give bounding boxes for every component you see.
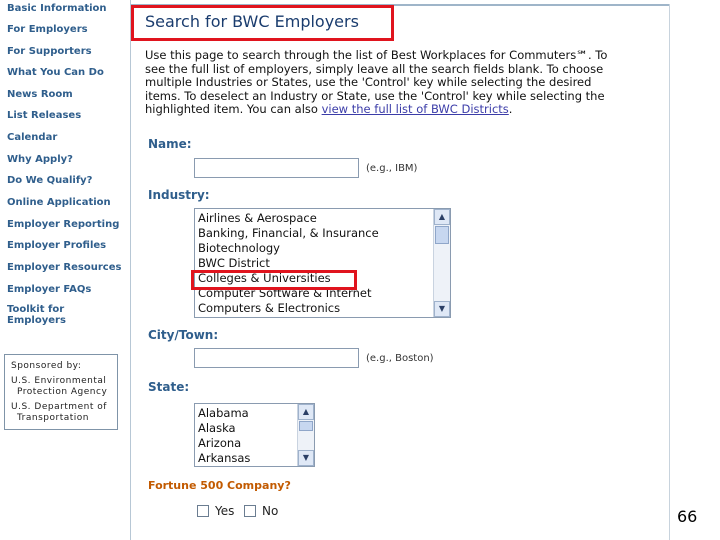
name-label: Name: xyxy=(148,137,192,151)
sidebar-item-basic-information[interactable]: Basic Information xyxy=(7,3,107,14)
sponsor-line: U.S. Environmental xyxy=(11,376,107,386)
state-listbox[interactable] xyxy=(194,403,315,467)
scroll-down-icon[interactable]: ▼ xyxy=(298,450,314,466)
no-label: No xyxy=(262,504,279,518)
sidebar-item-employer-resources[interactable]: Employer Resources xyxy=(7,262,122,273)
name-hint: (e.g., IBM) xyxy=(366,163,418,174)
sidebar-item-what-you-can-do[interactable]: What You Can Do xyxy=(7,67,104,78)
sponsor-heading: Sponsored by: xyxy=(11,361,82,371)
sidebar-item-do-we-qualify[interactable]: Do We Qualify? xyxy=(7,175,93,186)
city-input[interactable] xyxy=(194,348,359,368)
no-checkbox[interactable] xyxy=(244,505,256,517)
sidebar-item-list-releases[interactable]: List Releases xyxy=(7,110,82,121)
sidebar-item-for-employers[interactable]: For Employers xyxy=(7,24,88,35)
selection-highlight-box xyxy=(191,270,357,290)
sponsor-line: U.S. Department of xyxy=(11,402,107,412)
industry-option[interactable]: BWC District xyxy=(198,256,270,270)
city-label: City/Town: xyxy=(148,328,219,342)
fortune-500-label: Fortune 500 Company? xyxy=(148,479,291,492)
sidebar-item-employer-faqs[interactable]: Employer FAQs xyxy=(7,284,92,295)
sidebar-item-toolkit-for-employers[interactable]: Toolkit for Employers xyxy=(7,304,66,326)
intro-paragraph xyxy=(145,49,630,117)
sidebar-item-why-apply[interactable]: Why Apply? xyxy=(7,154,73,165)
city-hint: (e.g., Boston) xyxy=(366,353,434,364)
main-content xyxy=(130,0,670,540)
yes-checkbox[interactable] xyxy=(197,505,209,517)
industry-option[interactable]: Banking, Financial, & Insurance xyxy=(198,226,379,240)
scroll-thumb[interactable] xyxy=(435,226,449,244)
industry-option[interactable]: Airlines & Aerospace xyxy=(198,211,317,225)
slide-page-number: 66 xyxy=(677,507,698,526)
state-label: State: xyxy=(148,380,190,394)
yes-label: Yes xyxy=(215,504,235,518)
name-input[interactable] xyxy=(194,158,359,178)
state-scrollbar[interactable] xyxy=(297,404,314,466)
view-bwc-districts-link[interactable]: view the full list of BWC Districts xyxy=(321,102,509,117)
state-option[interactable]: Arkansas xyxy=(198,451,251,465)
sponsor-box xyxy=(4,354,118,430)
intro-text: Use this page to search through the list of Best Workplaces for Commuters℠. To see the full list of employers, simply leave all the search fields blank. To choose multiple Industries or States, use the 'Control' key while selecting the desired items. To deselect an Industry or State, use the 'Control' key while selecting the highlighted item. You can also xyxy=(145,48,608,117)
industry-option[interactable]: Computers & Electronics xyxy=(198,301,341,315)
page-title: Search for BWC Employers xyxy=(145,12,359,31)
industry-scrollbar[interactable] xyxy=(433,209,450,317)
industry-option[interactable]: Biotechnology xyxy=(198,241,280,255)
intro-end: . xyxy=(508,102,513,117)
industry-option-selected[interactable]: Colleges & Universities xyxy=(198,271,331,285)
sidebar-item-news-room[interactable]: News Room xyxy=(7,89,73,100)
sidebar-item-calendar[interactable]: Calendar xyxy=(7,132,58,143)
industry-listbox[interactable] xyxy=(194,208,451,318)
sidebar-item-online-application[interactable]: Online Application xyxy=(7,197,111,208)
scroll-thumb[interactable] xyxy=(299,421,313,431)
scroll-down-icon[interactable]: ▼ xyxy=(434,301,450,317)
state-option[interactable]: Arizona xyxy=(198,436,242,450)
scroll-up-icon[interactable]: ▲ xyxy=(298,404,314,420)
sponsor-line: Transportation xyxy=(17,413,89,423)
sidebar-item-employer-reporting[interactable]: Employer Reporting xyxy=(7,219,120,230)
scroll-up-icon[interactable]: ▲ xyxy=(434,209,450,225)
state-option[interactable]: Alabama xyxy=(198,406,249,420)
state-option[interactable]: Alaska xyxy=(198,421,236,435)
industry-option[interactable]: Computer Software & Internet xyxy=(198,286,372,300)
sponsor-line: Protection Agency xyxy=(17,387,108,397)
sidebar-item-employer-profiles[interactable]: Employer Profiles xyxy=(7,240,107,251)
sidebar-nav xyxy=(0,0,131,540)
sidebar-item-for-supporters[interactable]: For Supporters xyxy=(7,46,92,57)
industry-label: Industry: xyxy=(148,188,210,202)
